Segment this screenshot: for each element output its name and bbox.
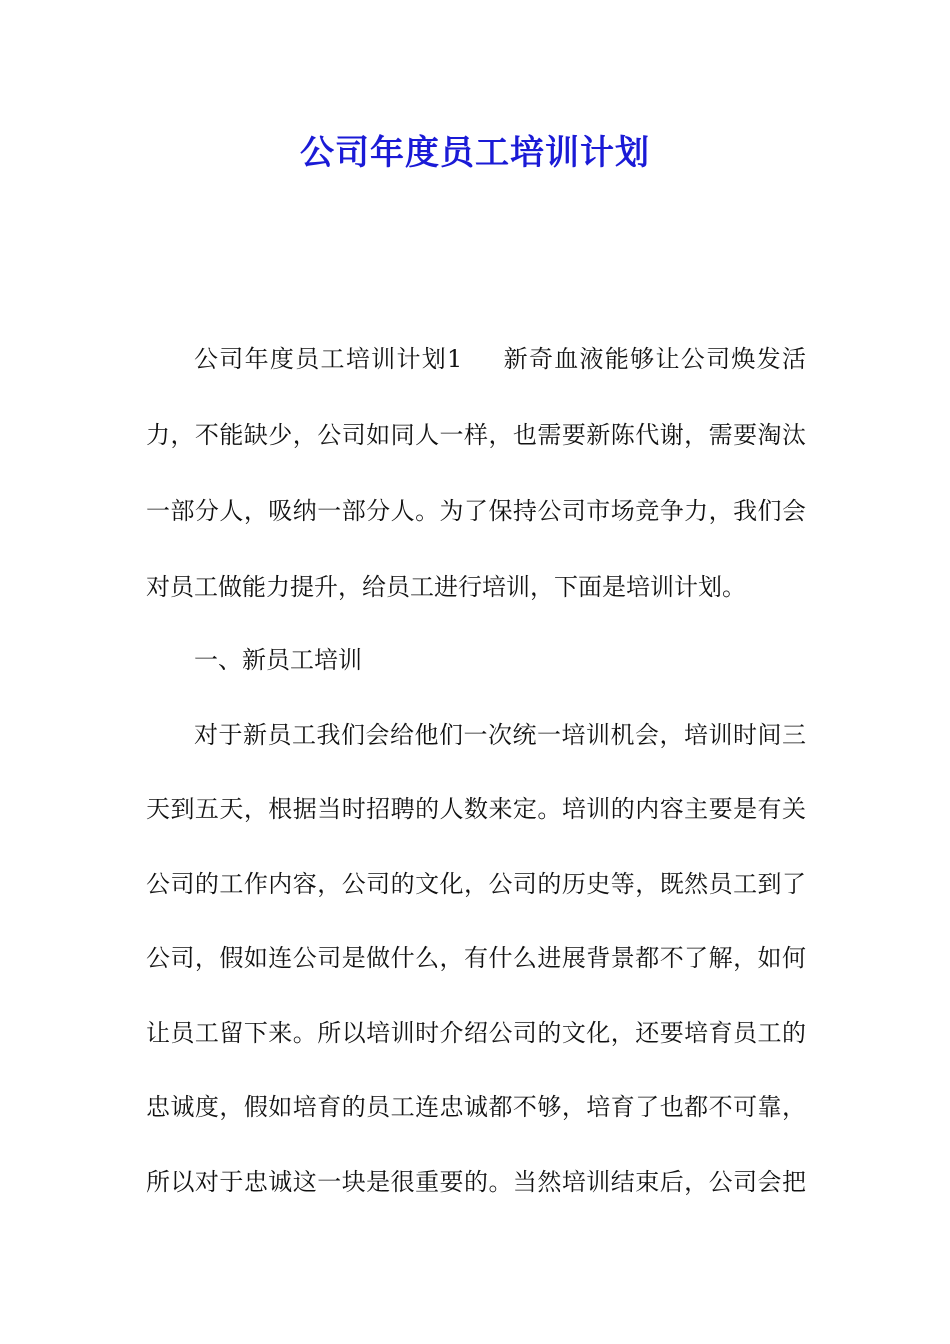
document-title: 公司年度员工培训计划	[300, 133, 650, 173]
paragraph-line-3: 一部分人，吸纳一部分人。为了保持公司市场竞争力，我们会	[146, 497, 806, 525]
section-heading: 一、新员工培训	[194, 646, 362, 674]
paragraph-line-6: 天到五天，根据当时招聘的人数来定。培训的内容主要是有关	[146, 795, 806, 823]
paragraph-text: 新奇血液能够让公司焕发活	[502, 345, 806, 373]
paragraph-line-9: 让员工留下来。所以培训时介绍公司的文化，还要培育员工的	[146, 1019, 806, 1047]
paragraph-line-8: 公司，假如连公司是做什么，有什么进展背景都不了解，如何	[146, 944, 806, 972]
paragraph-line-1	[194, 342, 806, 376]
paragraph-line-7: 公司的工作内容，公司的文化，公司的历史等，既然员工到了	[146, 870, 806, 898]
paragraph-line-2: 力，不能缺少，公司如同人一样，也需要新陈代谢，需要淘汰	[146, 421, 806, 449]
paragraph-line-4: 对员工做能力提升，给员工进行培训，下面是培训计划。	[146, 573, 746, 601]
paragraph-line-5: 对于新员工我们会给他们一次统一培训机会，培训时间三	[194, 721, 806, 749]
paragraph-line-10: 忠诚度，假如培育的员工连忠诚都不够，培育了也都不可靠，	[146, 1093, 806, 1121]
section-heading-inline: 公司年度员工培训计划1	[194, 345, 463, 373]
paragraph-line-11: 所以对于忠诚这一块是很重要的。当然培训结束后，公司会把	[146, 1168, 806, 1196]
